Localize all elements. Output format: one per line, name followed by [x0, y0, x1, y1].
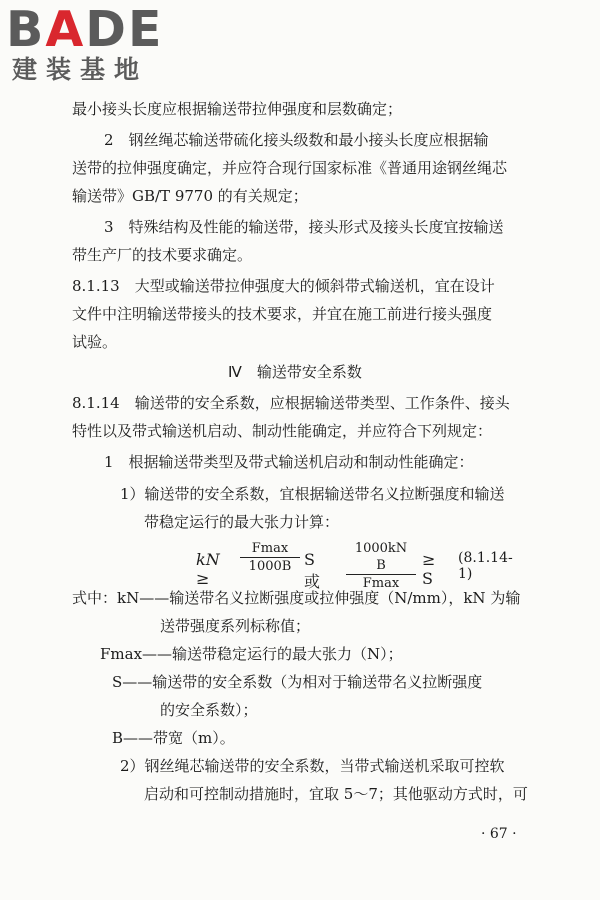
- symbol-definition: S——输送带的安全系数（为相对于输送带名义拉断强度: [112, 673, 483, 691]
- text-line: 带稳定运行的最大张力计算：: [144, 513, 340, 531]
- symbol-definition: Fmax——输送带稳定运行的最大张力（N）；: [100, 645, 403, 663]
- text-line: 2 钢丝绳芯输送带硫化接头级数和最小接头长度应根据输: [104, 131, 489, 149]
- formula-fraction-1: [240, 540, 300, 575]
- section-heading: Ⅳ 输送带安全系数: [228, 363, 362, 381]
- text-line: 送带强度系列标称值；: [160, 617, 311, 635]
- text-line: 3 特殊结构及性能的输送带，接头形式及接头长度宜按输送: [104, 218, 504, 236]
- logo-brand: BADE: [6, 1, 164, 58]
- formula-fraction-1-numerator: Fmax: [240, 540, 300, 558]
- symbol-definition: 式中：kN——输送带名义拉断强度或拉伸强度（N/mm），kN 为输: [72, 589, 521, 607]
- text-line: 特性以及带式输送机启动、制动性能确定，并应符合下列规定：: [72, 422, 493, 440]
- text-line: 1 根据输送带类型及带式输送机启动和制动性能确定：: [104, 453, 474, 471]
- formula-rhs: ≥ S: [422, 550, 436, 588]
- formula-fraction-2-numerator: 1000kN B: [346, 540, 416, 575]
- text-line: 文件中注明输送带接头的技术要求，并宜在施工前进行接头强度: [72, 305, 493, 323]
- page-number: · 67 ·: [481, 826, 517, 842]
- clause-8-1-14: 8.1.14 输送带的安全系数，应根据输送带类型、工作条件、接头: [72, 394, 510, 412]
- text-line: 最小接头长度应根据输送带拉伸强度和层数确定；: [72, 100, 403, 118]
- text-line: 试验。: [72, 333, 118, 351]
- formula-fraction-2-denominator: Fmax: [362, 576, 400, 591]
- text-line: 送带的拉伸强度确定，并应符合现行国家标准《普通用途钢丝绳芯: [72, 159, 508, 177]
- formula-lhs: kN ≥: [196, 550, 220, 588]
- formula-fraction-2: [346, 540, 416, 592]
- formula-fraction-1-denominator: 1000B: [248, 559, 292, 574]
- formula-label: (8.1.14-1): [458, 550, 513, 582]
- text-line: 1）输送带的安全系数，宜根据输送带名义拉断强度和输送: [120, 485, 505, 503]
- text-line: 的安全系数）；: [160, 701, 258, 719]
- text-line: 带生产厂的技术要求确定。: [72, 246, 253, 264]
- text-line: 输送带》GB/T 9770 的有关规定；: [72, 187, 308, 205]
- logo-tagline: 建装基地: [12, 55, 149, 84]
- clause-8-1-13: 8.1.13 大型或输送带拉伸强度大的倾斜带式输送机，宜在设计: [72, 277, 495, 295]
- formula-middle: S 或: [304, 550, 321, 591]
- symbol-definition: B——带宽（m）。: [112, 729, 235, 747]
- text-line: 启动和可控制动措施时，宜取 5～7；其他驱动方式时，可: [144, 785, 528, 803]
- text-line: 2）钢丝绳芯输送带的安全系数，当带式输送机采取可控软: [120, 757, 505, 775]
- logo: [4, 0, 184, 85]
